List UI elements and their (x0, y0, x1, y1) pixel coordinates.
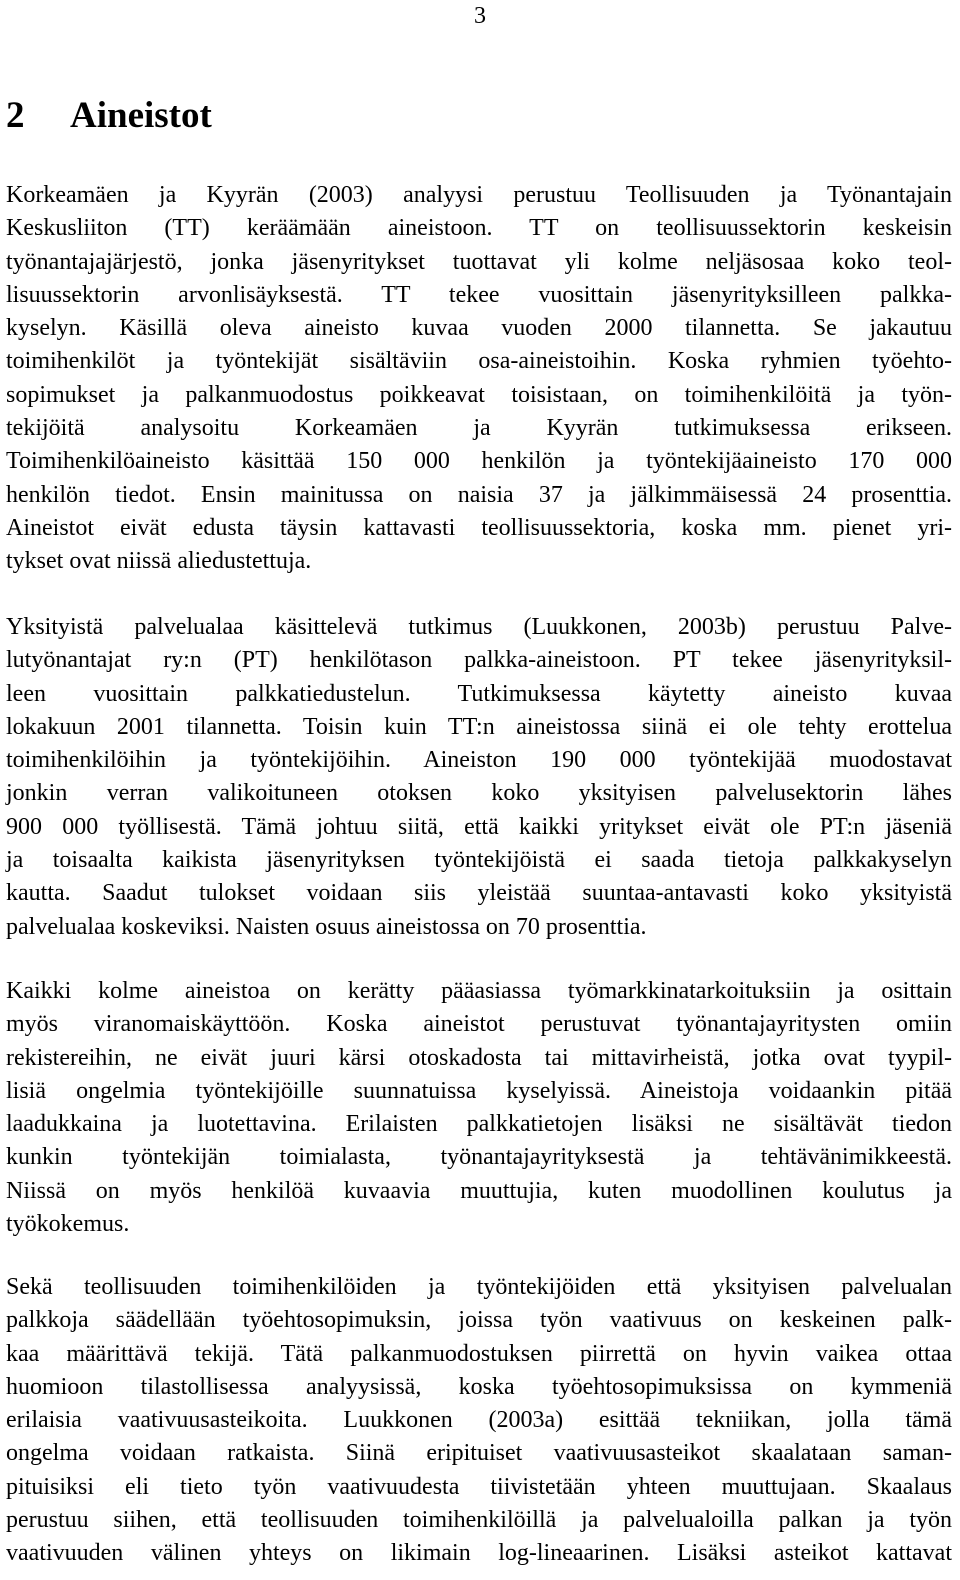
text-line: huomioon tilastollisessa analyysissä, koska työehtosopimuksissa on kymmeniä (6, 1373, 952, 1400)
text-line: tekijöitä analysoitu Korkeamäen ja Kyyrän tutkimuksessa erikseen. (6, 415, 952, 442)
text-line: jonkin verran valikoituneen otoksen koko yksityisen palvelusektorin lähes (6, 780, 952, 807)
text-line: sopimukset ja palkanmuodostus poikkeavat toisistaan, on toimihenkilöitä ja työn- (6, 381, 952, 408)
text-line: kunkin työntekijän toimialasta, työnantajayrityksestä ja tehtävänimikkeestä. (6, 1144, 952, 1171)
text-line: pituisiksi eli tieto työn vaativuudesta tiivistetään yhteen muuttujaan. Skaalaus (6, 1473, 952, 1500)
text-line: Kaikki kolme aineistoa on kerätty pääasiassa työmarkkinatarkoituksiin ja osittain (6, 978, 952, 1004)
text-line: tykset ovat niissä aliedustettuja. (6, 548, 312, 575)
text-line: leen vuosittain palkkatiedustelun. Tutkimuksessa käytetty aineisto kuvaa (6, 680, 952, 707)
text-line: henkilön tiedot. Ensin mainitussa on naisia 37 ja jälkimmäisessä 24 prosenttia. (6, 481, 952, 508)
text-line: Aineistot eivät edusta täysin kattavasti teollisuussektoria, koska mm. pienet yri- (6, 514, 952, 541)
page-number: 3 (474, 3, 486, 29)
text-line: Keskusliiton (TT) keräämään aineistoon. TT on teollisuussektorin keskeisin (6, 215, 952, 242)
text-line: toimihenkilöt ja työntekijät sisältäviin osa-aineistoihin. Koska ryhmien työehto- (6, 348, 952, 375)
section-heading (6, 94, 212, 138)
text-line: toimihenkilöihin ja työntekijöihin. Aineiston 190 000 työntekijää muodostavat (6, 747, 952, 774)
paragraph-data-sources (6, 179, 952, 579)
text-line: ja toisaalta kaikista jäsenyrityksen työntekijöistä ei saada tietoja palkkakyselyn (6, 847, 952, 874)
text-line: Niissä on myös henkilöä kuvaavia muuttujia, kuten muodollinen koulutus ja (6, 1177, 952, 1204)
section-number: 2 (6, 95, 25, 136)
text-line: lokakuun 2001 tilannetta. Toisin kuin TT:n aineistossa siinä ei ole tehty erottelua (6, 713, 952, 740)
text-line: Yksityistä palvelualaa käsittelevä tutkimus (Luukkonen, 2003b) perustuu Palve- (6, 614, 952, 640)
text-line: perustuu siihen, että teollisuuden toimihenkilöillä ja palvelualoilla palkan ja työn (6, 1507, 952, 1534)
text-line: ongelma voidaan ratkaista. Siinä eripituiset vaativuusasteikot skaalataan saman- (6, 1440, 952, 1467)
text-line: Toimihenkilöaineisto käsittää 150 000 henkilön ja työntekijäaineisto 170 000 (6, 448, 952, 475)
text-line: kyselyn. Käsillä oleva aineisto kuvaa vuoden 2000 tilannetta. Se jakautuu (6, 315, 952, 342)
paragraph-wage-scales (6, 1271, 952, 1571)
text-line: vaativuuden välinen yhteys on likimain log-lineaarinen. Lisäksi asteikot kattavat (6, 1540, 952, 1567)
text-line: lisiä ongelmia työntekijöille suunnatuissa kyselyissä. Aineistoja voidaankin pitää (6, 1077, 952, 1104)
text-line: myös viranomaiskäyttöön. Koska aineistot perustuvat työnantajayritysten omiin (6, 1011, 952, 1038)
text-line: palvelualaa koskeviksi. Naisten osuus aineistossa on 70 prosenttia. (6, 913, 647, 940)
text-line: lisuussektorin arvonlisäyksestä. TT tekee vuosittain jäsenyrityksilleen palkka- (6, 281, 952, 308)
text-line: työkokemus. (6, 1211, 130, 1238)
paragraph-data-quality (6, 975, 952, 1241)
text-line: laadukkaina ja luotettavina. Erilaisten palkkatietojen lisäksi ne sisältävät tiedon (6, 1111, 952, 1138)
text-line: kautta. Saadut tulokset voidaan siis yleistää suuntaa-antavasti koko yksityistä (6, 880, 952, 907)
text-line: työnantajajärjestö, jonka jäsenyritykset tuottavat yli kolme neljäsosaa koko teol- (6, 248, 952, 275)
paragraph-service-sector (6, 611, 952, 944)
text-line: palkkoja säädellään työehtosopimuksin, joissa työn vaativuus on keskeinen palk- (6, 1307, 952, 1334)
text-line: Sekä teollisuuden toimihenkilöiden ja työntekijöiden että yksityisen palvelualan (6, 1274, 952, 1300)
text-line: kaa määrittävä tekijä. Tätä palkanmuodostuksen piirrettä on hyvin vaikea ottaa (6, 1340, 952, 1367)
section-title: Aineistot (70, 95, 212, 136)
text-line: erilaisia vaativuusasteikoita. Luukkonen (2003a) esittää tekniikan, jolla tämä (6, 1407, 952, 1434)
text-line: lutyönantajat ry:n (PT) henkilötason palkka-aineistoon. PT tekee jäsenyrityksil- (6, 647, 952, 674)
text-line: rekistereihin, ne eivät juuri kärsi otoskadosta tai mittavirheistä, jotka ovat tyypil- (6, 1044, 952, 1071)
text-line: Korkeamäen ja Kyyrän (2003) analyysi perustuu Teollisuuden ja Työnantajain (6, 182, 952, 208)
text-line: 900 000 työllisestä. Tämä johtuu siitä, että kaikki yritykset eivät ole PT:n jäseniä (6, 813, 952, 840)
